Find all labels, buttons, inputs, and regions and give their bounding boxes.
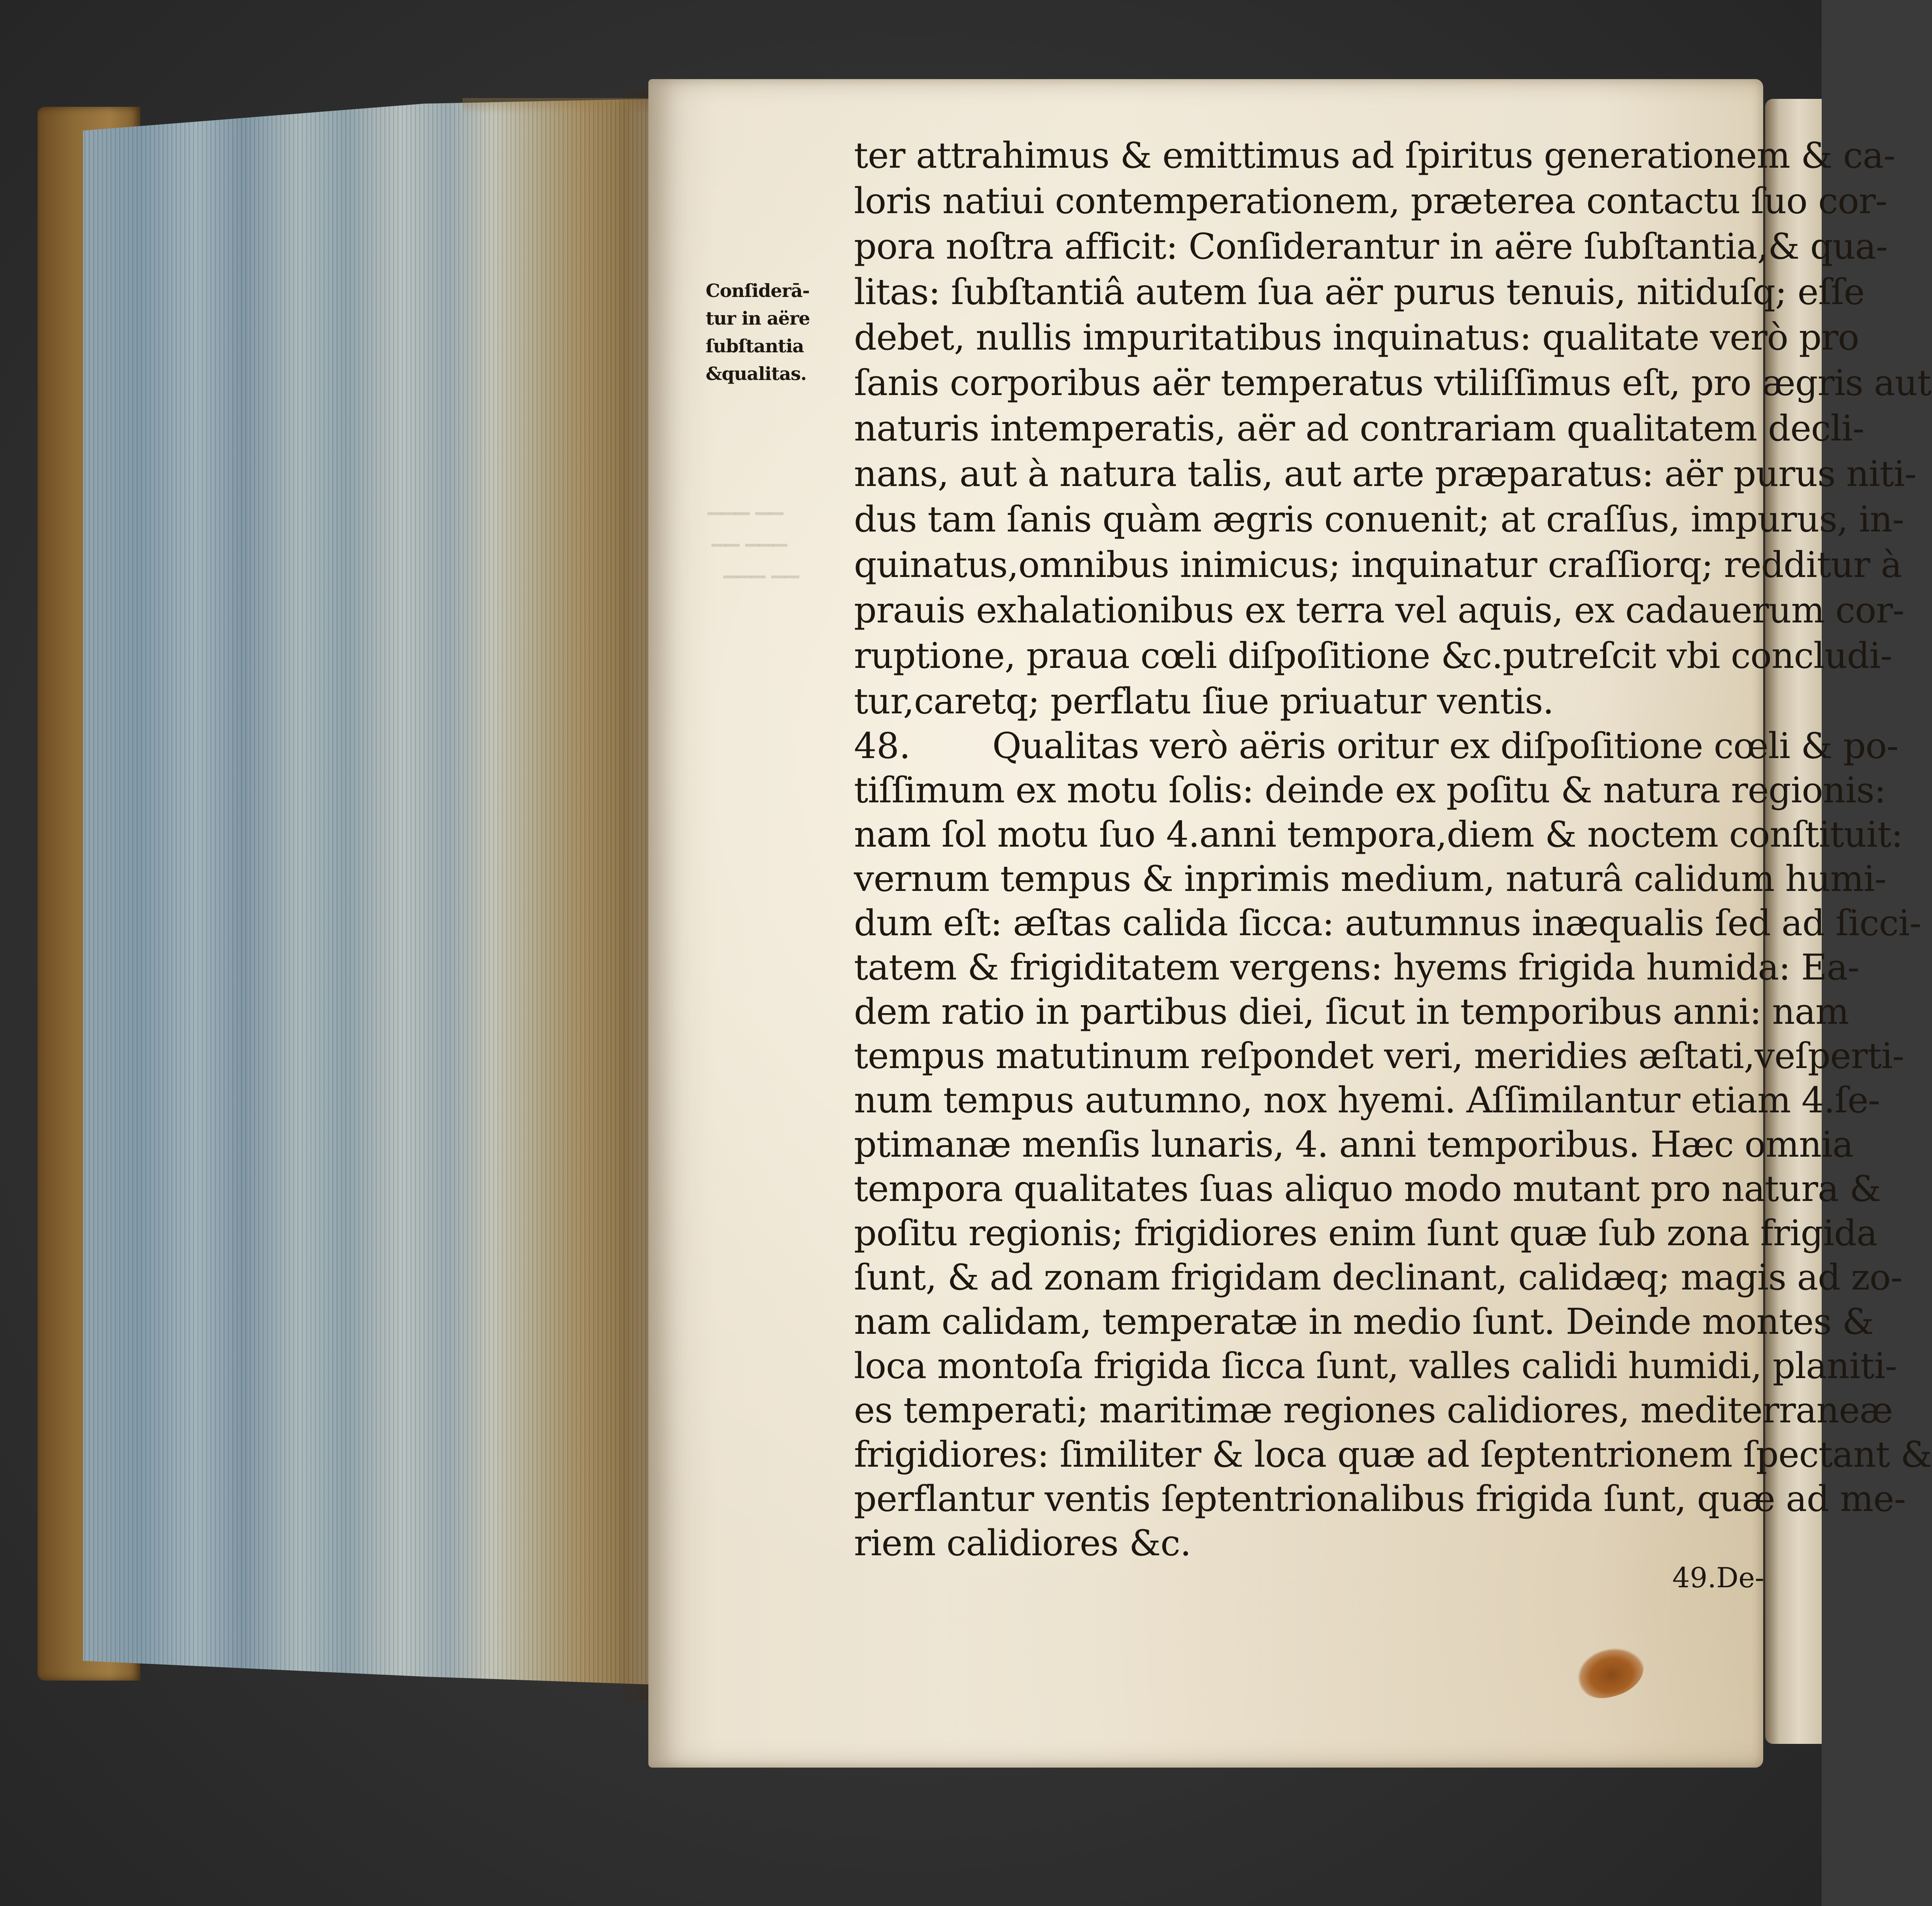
text-line: tempus matutinum reſpondet veri, meridies æſtati,veſperti- <box>854 1033 1751 1080</box>
text-line: nam calidam, temperatæ in medio ſunt. Deinde montes & <box>854 1299 1751 1345</box>
text-line: dum eſt: æſtas calida ſicca: autumnus inæqualis ſed ad ſicci- <box>854 900 1751 947</box>
text-line: prauis exhalationibus ex terra vel aquis, ex cadauerum cor- <box>854 587 1751 634</box>
text-line: litas: ſubſtantiâ autem ſua aër purus tenuis, nitiduſq; eſſe <box>854 269 1751 316</box>
text-line: vernum tempus & inprimis medium, naturâ calidum humi- <box>854 856 1751 902</box>
text-line: dem ratio in partibus diei, ſicut in temporibus anni: nam <box>854 989 1751 1035</box>
text-line: loris natiui contemperationem, præterea contactu ſuo cor- <box>854 178 1751 225</box>
text-line: perflantur ventis ſeptentrionalibus frigida ſunt, quæ ad me- <box>854 1476 1751 1522</box>
text-line: num tempus autumno, nox hyemi. Aſſimilantur etiam 4.ſe- <box>854 1077 1751 1124</box>
text-line: tatem & frigiditatem vergens: hyems frigida humida: Ea- <box>854 944 1751 991</box>
margin-note-line: &qualitas. <box>706 360 844 388</box>
text-line: pora noſtra afficit: Conſiderantur in aëre ſubſtantia,& qua- <box>854 223 1751 270</box>
text-line: naturis intemperatis, aër ad contrariam qualitatem decli- <box>854 405 1751 452</box>
text-line: tur,caretq; perflatu ſiue priuatur ventis. <box>854 678 1751 725</box>
text-line: tempora qualitates ſuas aliquo modo mutant pro natura & <box>854 1166 1751 1212</box>
text-line: tiſſimum ex motu ſolis: deinde ex poſitu & natura regionis: <box>854 767 1751 814</box>
text-line: ter attrahimus & emittimus ad ſpiritus generationem & ca- <box>854 132 1751 179</box>
margin-note-line: Conſiderā- <box>706 277 844 304</box>
margin-note-line: tur in aëre <box>706 304 844 332</box>
show-through-mark: ▁▁ ▁▁▁ <box>712 522 788 550</box>
text-line: ſunt, & ad zonam frigidam declinant, calidæq; magis ad zo- <box>854 1254 1751 1301</box>
text-line: ptimanæ menſis lunaris, 4. anni temporibus. Hæc omnia <box>854 1121 1751 1168</box>
text-line: frigidiores: ſimiliter & loca quæ ad ſeptentrionem ſpectant & <box>854 1431 1751 1478</box>
text-line: loca montoſa frigida ſicca ſunt, valles calidi humidi, planiti- <box>854 1343 1751 1390</box>
text-line: ruptione, praua cœli diſpoſitione &c.putreſcit vbi concludi- <box>854 633 1751 679</box>
section-number: 48. <box>854 723 933 770</box>
text-line: poſitu regionis; frigidiores enim ſunt quæ ſub zona frigida <box>854 1210 1751 1257</box>
text-line: quinatus,omnibus inimicus; inquinatur craſſiorq; redditur à <box>854 542 1751 588</box>
text-line: nam ſol motu ſuo 4.anni tempora,diem & noctem conſtituit: <box>854 811 1751 858</box>
show-through-mark: ▁▁▁ ▁▁ <box>723 554 799 581</box>
text-line: ſanis corporibus aër temperatus vtiliſſimus eſt, pro ægris aut <box>854 360 1751 407</box>
text-line: nans, aut à natura talis, aut arte præparatus: aër purus niti- <box>854 451 1751 497</box>
catchword: 49.De- <box>1672 1560 1751 1596</box>
text-line: debet, nullis impuritatibus inquinatus: qualitate verò pro <box>854 314 1751 361</box>
margin-note-line: ſubſtantia <box>706 332 844 360</box>
text-line: riem calidiores &c. <box>854 1520 1751 1567</box>
text-line: es temperati; maritimæ regiones calidiores, mediterraneæ <box>854 1387 1751 1434</box>
text-line: Qualitas verò aëris oritur ex diſpoſitione cœli & po- <box>992 723 1751 770</box>
show-through-mark: ▁▁▁ ▁▁ <box>708 490 784 518</box>
text-line: dus tam ſanis quàm ægris conuenit; at craſſus, impurus, in- <box>854 496 1751 543</box>
